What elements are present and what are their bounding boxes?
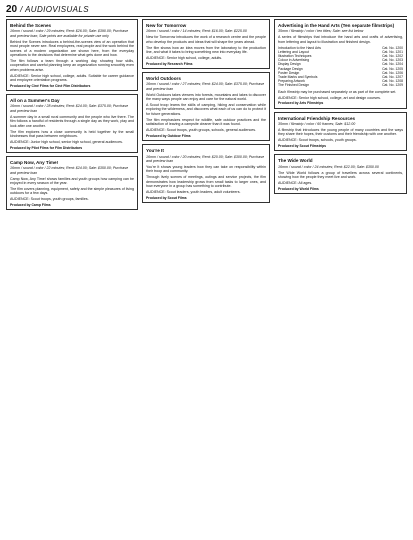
listing-credit: Produced by World Films	[278, 186, 319, 191]
listing-paragraph: AUDIENCE: Scout troops, youth groups, schools, general audiences.	[146, 128, 257, 133]
listing-paragraph: World Outdoors takes viewers into forests, mountains and lakes to discover the many ways people can enjoy and care for the natural world.	[146, 92, 266, 102]
catalogue-title: Colour in Advertising	[278, 58, 310, 63]
listing-credit: Produced by Outdoor Films	[146, 134, 191, 139]
listing-credit: Produced by Ciné Films for Ciné Film Distributors	[10, 83, 91, 88]
listing-paragraph: Through lively scenes of meetings, outings and service projects, the film demonstrates how leadership grows from small tasks to larger ones, and how everyone in a group has something to contribute.	[146, 175, 266, 189]
catalogue-number: Cat. No. 1208	[382, 79, 403, 84]
column-2	[142, 19, 270, 536]
listing-title: World Outdoors	[146, 76, 181, 82]
listing-title: Camp Now, Any Time!	[10, 159, 59, 165]
listing-paragraph: AUDIENCE: Scout leaders, youth leaders, adult volunteers.	[146, 189, 241, 194]
catalogue-number: Cat. No. 1201	[382, 49, 403, 54]
listing-credit: Produced by Research Films	[146, 61, 193, 66]
catalogue-table	[278, 46, 403, 88]
listing-paragraph: Behind the Scenes introduces a behind-the-scenes view of an operation that most people never see. Real employees, real people and the work behind the scenes of a modern organization are shown here, from the everyday operations to the decisions that determine what gets done and how.	[10, 39, 134, 57]
listing-meta: 16mm / sound / color / 29 minutes; Rent: $26.00; Sale: $390.00; Purchase and preview loan; Sale prints are available for private use only	[10, 29, 129, 38]
catalogue-title: Introduction to the Hand Arts	[278, 45, 321, 50]
catalogue-title: Display Design	[278, 62, 301, 67]
catalogue-title: Poster Design	[278, 70, 300, 75]
listing-meta: 16mm / sound / color / 28 minutes; Rent: $24.00; Sale: $375.00; Purchase and preview loan	[10, 104, 129, 113]
catalogue-number: Cat. No. 1204	[382, 62, 403, 67]
catalogue-title: Lettering and Layout	[278, 49, 309, 54]
listing-title: You're It	[146, 148, 164, 154]
page-number: 20	[6, 4, 18, 15]
listing-paragraph: The film explores how a close community is held together by the small kindnesses that pass between neighbours.	[10, 129, 134, 138]
listing-credit: Produced by Pilot Films for Film Distributors	[10, 145, 83, 150]
listing-paragraph: A Scout troop learns the skills of camping, hiking and conservation while exploring the wilderness, and discovers what each of us can do to protect it for future generations.	[146, 103, 266, 116]
listing-paragraph: Camp Now, Any Time! shows families and youth groups how camping can be enjoyed in every season of the year.	[10, 176, 134, 186]
listing-title: Advertising in the Hand Arts (Ten separate filmstrips)	[278, 23, 395, 28]
listing-paragraph: The Wide World follows a group of travellers across several continents, showing how the people they meet live and work.	[278, 170, 403, 180]
listing-meta: 16mm / sound / color / 14 minutes; Rent: $16.00; Sale: $225.00	[146, 29, 247, 34]
listing-paragraph: AUDIENCE: Senior high school, college, art and design courses.	[278, 95, 381, 100]
listing-paragraph: AUDIENCE: Scout troops, youth groups, families.	[10, 197, 89, 202]
film-listing	[6, 94, 138, 153]
listing-credit: Produced by Scout Filmstrips	[278, 144, 327, 149]
catalogue-number: Cat. No. 1206	[382, 70, 403, 75]
catalogue-row	[278, 83, 403, 87]
listing-paragraph: AUDIENCE: Senior high school, college, adults.	[146, 55, 223, 60]
listing-title: New for Tomorrow	[146, 23, 187, 28]
listing-paragraph: The film shows how an idea moves from the laboratory to the production line, and what it takes to bring something new into everyday life.	[146, 45, 266, 55]
listing-title: The Wide World	[278, 158, 313, 164]
listing-meta: 16mm / sound / color / 27 minutes; Rent: $24.00; Sale: $375.00; Purchase and preview loan	[146, 82, 265, 91]
listing-meta: 16mm / sound / color / 24 minutes; Rent: $22.00; Sale: $350.00	[278, 164, 379, 169]
listing-meta: 35mm / filmstrip / color / 60 frames; Sale: $12.00	[278, 122, 356, 127]
catalogue-number: Cat. No. 1203	[382, 58, 403, 63]
film-listing	[142, 72, 270, 141]
listing-credit: Produced by Arts Filmstrips	[278, 101, 324, 106]
header-rule	[6, 16, 407, 17]
listing-paragraph: You're It shows young leaders how they can take on responsibility within their troop and community.	[146, 164, 266, 174]
listing-meta: 16mm / sound / color / 22 minutes; Rent: $24.00; Sale: $350.00; Purchase and preview loan	[10, 166, 129, 175]
listing-title: Behind the Scenes	[10, 23, 52, 28]
film-listing	[142, 144, 270, 203]
listing-paragraph: The film covers planning, equipment, safety and the simple pleasures of living outdoors for a few days.	[10, 186, 134, 196]
column-1	[6, 19, 138, 536]
catalogue-number: Cat. No. 1205	[382, 66, 403, 71]
column-3	[274, 19, 407, 536]
page-header	[6, 4, 89, 16]
listing-paragraph: A series of filmstrips that introduce the hand arts and crafts of advertising, from lettering and layout to illustration and finished design.	[278, 35, 403, 44]
listing-title: All on a Summer's Day	[10, 98, 60, 104]
catalogue-number: Cat. No. 1202	[382, 54, 403, 59]
listing-title: International Friendship Resources	[278, 115, 356, 121]
listing-paragraph: A summer day in a small rural community and the people who live there. The film follows a handful of residents through a single day as they work, play and look after one another.	[10, 114, 134, 128]
listing-paragraph: A filmstrip that introduces the young people of many countries and the ways they share their hopes, their customs and their friendship with one another.	[278, 127, 403, 137]
catalogue-title: Trade Marks and Symbols	[278, 75, 318, 80]
catalogue-number: Cat. No. 1200	[382, 45, 403, 50]
film-listing	[6, 156, 138, 210]
catalogue-number: Cat. No. 1207	[382, 75, 403, 80]
catalogue-title: Illustration Techniques	[278, 54, 312, 59]
catalogue-title: The Finished Design	[278, 83, 310, 88]
catalogue-number: Cat. No. 1209	[382, 83, 403, 88]
listing-paragraph: The film follows a team through a working day, showing how skills, cooperation and careful planning keep an organization running smoothly even when problems arise.	[10, 58, 134, 72]
catalogue-title: Package Design	[278, 66, 303, 71]
listing-meta: 35mm / filmstrip / color / ten titles; Sale: see list below	[278, 29, 364, 34]
listing-meta: 16mm / sound / color / 20 minutes; Rent: $20.00; Sale: $300.00; Purchase and preview loan	[146, 154, 265, 164]
page-section-title: / AUDIOVISUALS	[20, 5, 90, 14]
film-listing	[274, 112, 407, 152]
listing-paragraph: Each filmstrip may be purchased separately or as part of the complete set.	[278, 89, 397, 94]
film-listing	[274, 154, 407, 194]
listing-paragraph: AUDIENCE: Scout troops, schools, youth groups.	[278, 138, 357, 143]
listing-credit: Produced by Scout Films	[146, 195, 187, 200]
listing-paragraph: AUDIENCE: Junior high school, senior high school, general audiences.	[10, 139, 123, 144]
film-listing	[274, 19, 407, 109]
listing-paragraph: The film emphasizes respect for wildlife, safe outdoor practices and the satisfaction of leaving a campsite cleaner than it was found.	[146, 117, 266, 127]
listing-paragraph: AUDIENCE: Senior high school, college, adults. Suitable for career guidance and employee orientation programs.	[10, 73, 134, 82]
listing-paragraph: AUDIENCE: All ages.	[278, 181, 313, 186]
listing-paragraph: New for Tomorrow introduces the work of a research centre and the people who develop the products and ideas that will shape the years ahead.	[146, 35, 266, 44]
catalogue-title: Preparing Artwork	[278, 79, 305, 84]
film-listing	[142, 19, 270, 69]
film-listing	[6, 19, 138, 91]
listing-credit: Produced by Camp Films	[10, 203, 51, 208]
